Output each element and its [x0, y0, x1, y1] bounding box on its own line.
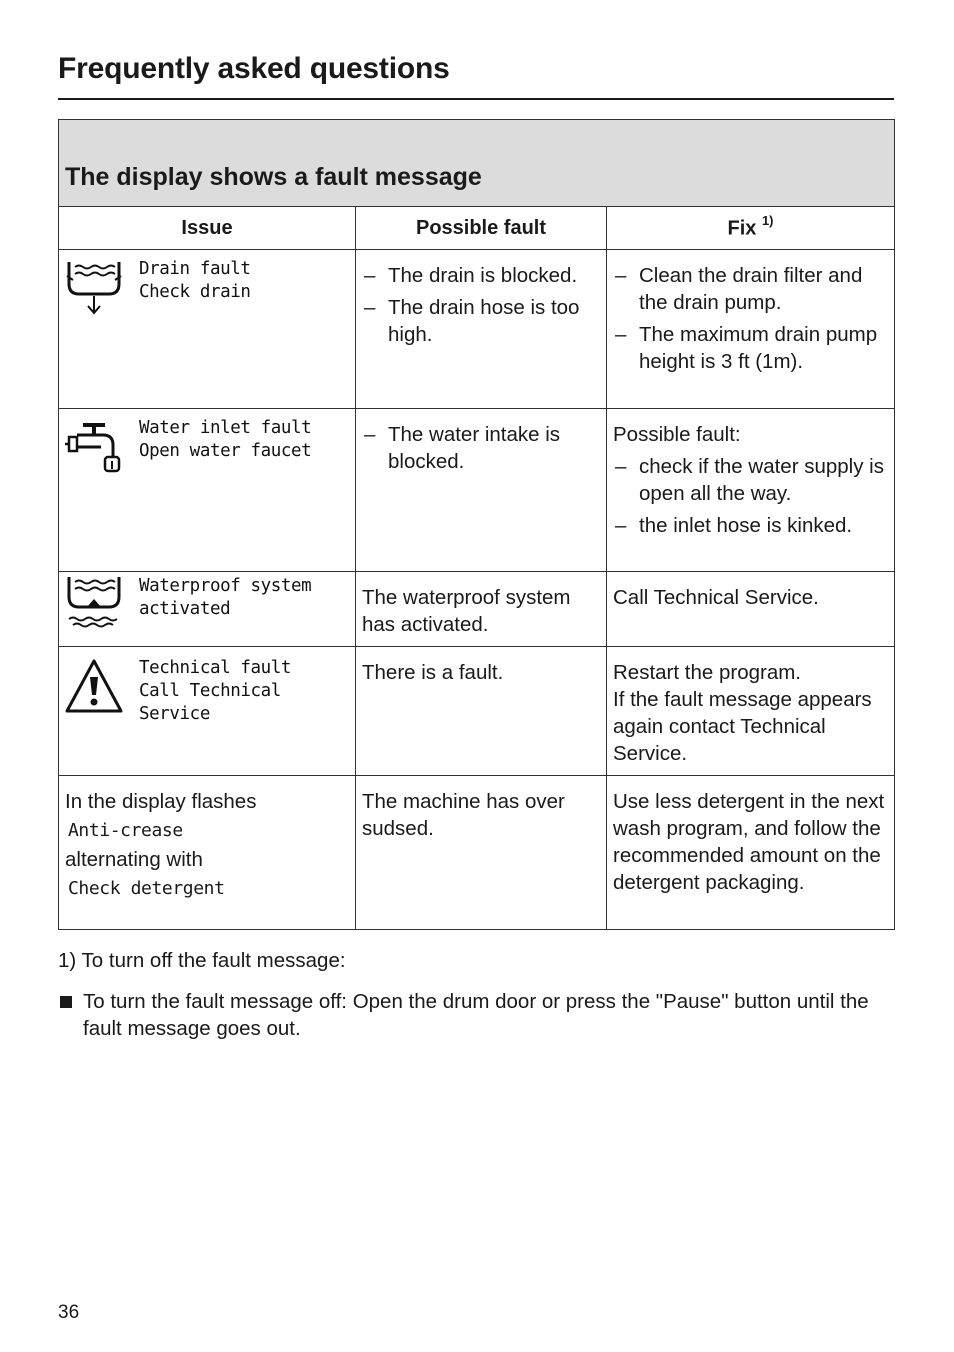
fix-cell	[607, 572, 895, 647]
list-item: – The maximum drain pump height is 3 ft (1m).	[613, 321, 888, 375]
page-title: Frequently asked questions	[58, 52, 450, 85]
possible-fault-text: The machine has over sudsed.	[362, 790, 565, 840]
display-line: Open water faucet	[139, 441, 312, 461]
waterproof-system-icon	[63, 575, 125, 633]
possible-fault-cell	[356, 776, 607, 930]
possible-fault-text: There is a fault.	[362, 661, 504, 684]
table-row	[59, 250, 895, 409]
fix-text: Call Technical Service.	[613, 586, 819, 609]
list-item: – The drain is blocked.	[362, 262, 600, 289]
display-line: Check drain	[139, 282, 251, 302]
header-issue	[59, 207, 356, 250]
possible-fault-cell	[356, 409, 607, 572]
section-header	[59, 120, 895, 207]
instruction-text: To turn the fault message off: Open the drum door or press the "Pause" button until the fault message goes out.	[83, 990, 869, 1040]
possible-fault-cell	[356, 572, 607, 647]
fix-cell	[607, 250, 895, 409]
header-fix	[607, 207, 895, 250]
display-message	[139, 417, 311, 475]
table-row	[59, 572, 895, 647]
issue-text: In the display flashes	[65, 790, 257, 813]
drain-icon	[63, 258, 125, 316]
fix-cell	[607, 409, 895, 572]
fix-intro: Possible fault:	[613, 423, 741, 446]
faucet-icon	[63, 417, 125, 475]
issue-cell	[59, 647, 356, 776]
possible-fault-text: The waterproof system has activated.	[362, 586, 571, 636]
issue-cell	[59, 776, 356, 930]
section-title: The display shows a fault message	[65, 163, 482, 191]
page-number: 36	[58, 1302, 80, 1323]
list-item: – The drain hose is too high.	[362, 294, 600, 348]
display-message	[139, 575, 311, 633]
fix-cell	[607, 647, 895, 776]
fix-cell	[607, 776, 895, 930]
table-header-row	[59, 207, 895, 250]
footnote-marker: 1)	[761, 213, 774, 229]
footnote: 1) To turn off the fault message:	[58, 949, 346, 972]
issue-cell	[59, 572, 356, 647]
instruction	[58, 988, 888, 1042]
fix-line: If the fault message appears again contact Technical Service.	[613, 688, 872, 765]
display-line: activated	[139, 599, 231, 619]
issue-cell	[59, 409, 356, 572]
fix-line: Restart the program.	[613, 661, 801, 684]
header-possible-fault-label: Possible fault	[415, 216, 547, 239]
warning-icon	[63, 657, 125, 715]
fault-message-table	[58, 119, 895, 930]
title-rule	[58, 98, 894, 100]
display-message	[139, 258, 251, 316]
display-line: Technical fault	[139, 658, 292, 678]
issue-text: alternating with	[65, 848, 203, 871]
list-item: – check if the water supply is open all the way.	[613, 453, 888, 507]
issue-cell	[59, 250, 356, 409]
header-fix-label: Fix	[727, 217, 757, 240]
bullet-square-icon	[60, 996, 72, 1008]
display-message: Anti-crease	[68, 820, 183, 841]
display-line: Waterproof system	[139, 576, 312, 596]
display-line: Drain fault	[139, 259, 251, 279]
display-message: Check detergent	[68, 878, 225, 899]
display-line: Call Technical Service	[139, 681, 281, 724]
list-item: – The water intake is blocked.	[362, 421, 600, 475]
list-item: – the inlet hose is kinked.	[613, 512, 888, 539]
possible-fault-cell	[356, 647, 607, 776]
display-line: Water inlet fault	[139, 418, 312, 438]
display-message	[139, 657, 351, 726]
table-row	[59, 776, 895, 930]
header-issue-label: Issue	[181, 216, 233, 239]
list-item: – Clean the drain filter and the drain pump.	[613, 262, 888, 316]
possible-fault-cell	[356, 250, 607, 409]
fix-text: Use less detergent in the next wash program, and follow the recommended amount on the detergent packaging.	[613, 790, 885, 894]
table-row	[59, 647, 895, 776]
header-possible-fault	[356, 207, 607, 250]
table-row	[59, 409, 895, 572]
